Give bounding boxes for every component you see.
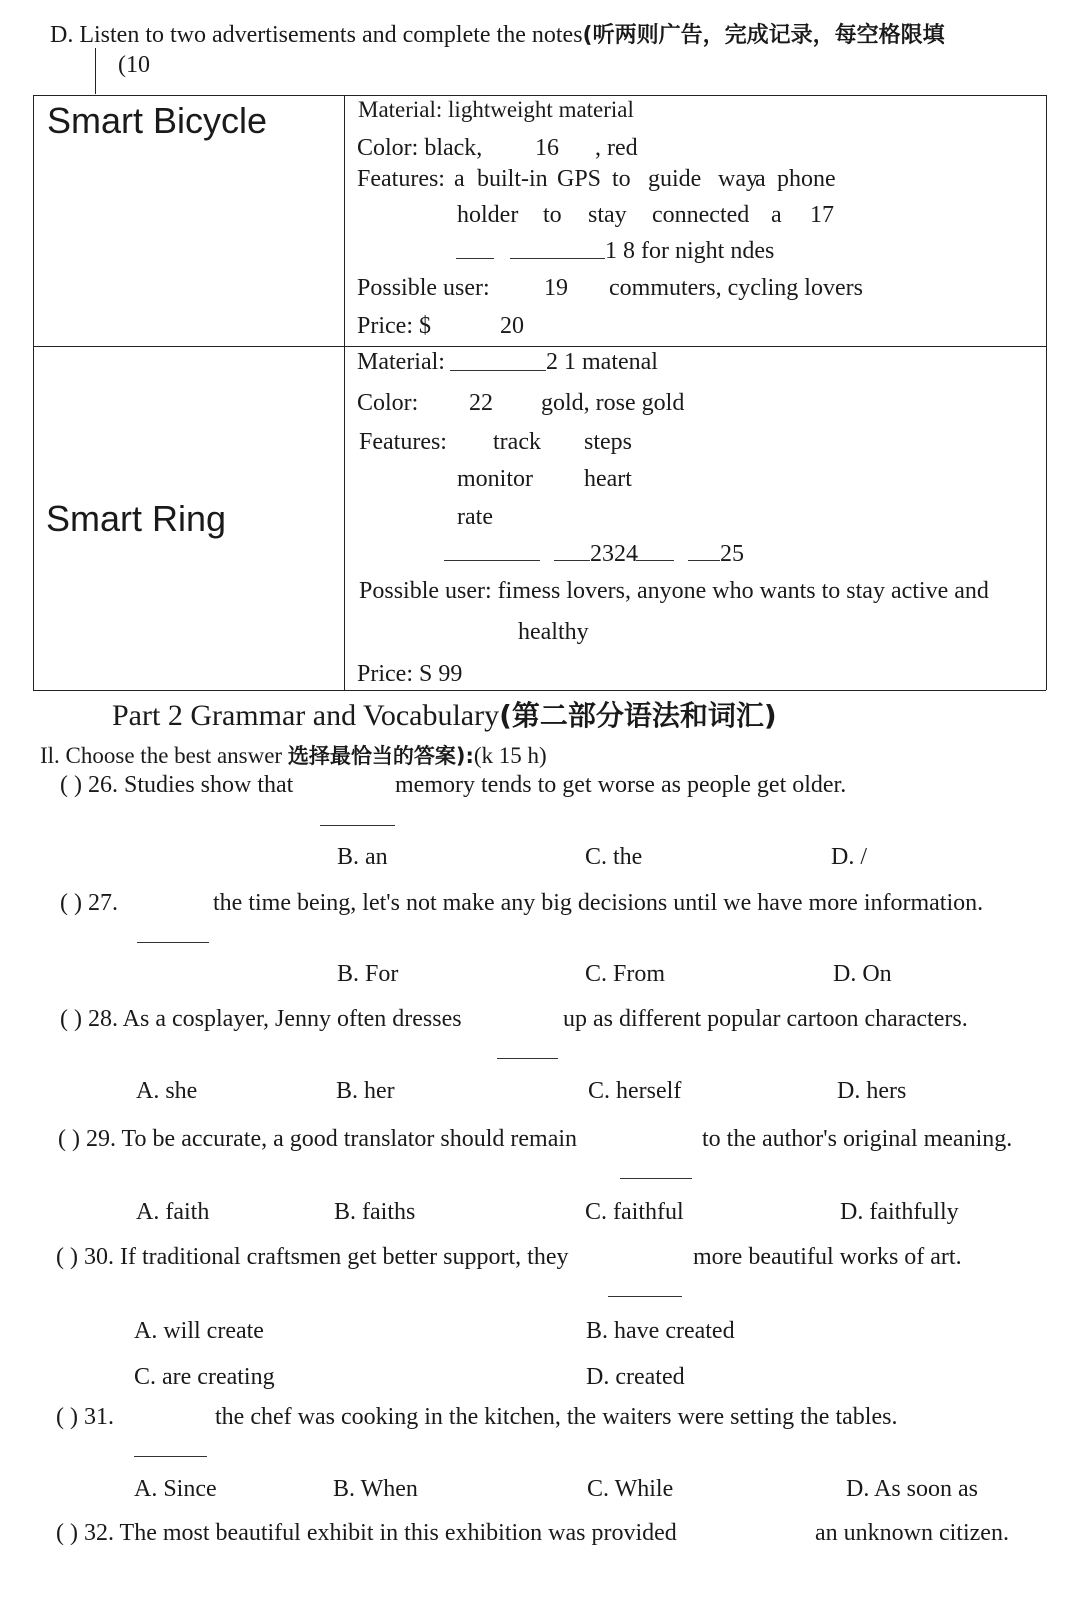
question-31-stem: ( ) 31.: [56, 1404, 114, 1430]
answer-blank: [608, 1296, 682, 1297]
ring-color-label: Color:: [357, 390, 419, 416]
feature-word: monitor: [457, 466, 533, 492]
option: C. the: [585, 844, 643, 870]
option: B. have created: [586, 1318, 735, 1344]
blank-16: 16: [535, 135, 559, 161]
question-28-stem: ( ) 28. As a cosplayer, Jenny often dresses: [60, 1006, 462, 1032]
word: built-in: [477, 166, 548, 192]
answer-blank: [444, 560, 540, 561]
blank-19: 19: [544, 275, 568, 301]
answer-blank: [636, 560, 674, 561]
product-name-ring: Smart Ring: [46, 498, 227, 539]
option: A. will create: [134, 1318, 264, 1344]
word: a: [771, 202, 782, 228]
option: B. faiths: [334, 1199, 416, 1225]
answer-blank: [450, 370, 546, 371]
ring-price: Price: S 99: [357, 661, 463, 687]
word: stay: [588, 202, 627, 228]
ring-material-label: Material:: [357, 349, 445, 375]
option: D. As soon as: [846, 1476, 979, 1502]
option: C. are creating: [134, 1364, 275, 1390]
option: C. From: [585, 961, 666, 987]
section-heading-english: Il. Choose the best answer: [40, 743, 283, 768]
blank-20: 20: [500, 313, 524, 339]
question-29-rest: to the author's original meaning.: [702, 1126, 1013, 1152]
answer-blank: [320, 825, 395, 826]
bicycle-color-label: Color: black,: [357, 135, 483, 161]
option: A. she: [136, 1078, 198, 1104]
option: C. While: [587, 1476, 674, 1502]
question-27-rest: the time being, let's not make any big decisions until we have more information.: [213, 890, 984, 916]
blank-18-line: 1 8 for night ndes: [605, 238, 775, 264]
section-heading-end: (k 15 h): [473, 743, 547, 768]
word: holder: [457, 202, 519, 228]
feature-word: heart: [584, 466, 632, 492]
section-heading-chinese: 选择最恰当的答案):: [287, 744, 474, 768]
feature-word: rate: [457, 504, 493, 530]
word: to: [543, 202, 562, 228]
bicycle-user-label: Possible user:: [357, 275, 490, 301]
part2-title-chinese: (第二部分语法和词汇): [499, 699, 777, 732]
blank-23-24: 2324: [590, 541, 638, 567]
word: to: [612, 166, 631, 192]
answer-blank: [497, 1058, 558, 1059]
word: Features:: [357, 166, 445, 192]
answer-blank: [688, 560, 720, 561]
bicycle-user-end: commuters, cycling lovers: [609, 275, 863, 301]
blank-17: 17: [810, 202, 834, 228]
option: B. For: [337, 961, 399, 987]
word: GPS: [557, 166, 602, 192]
answer-blank: [456, 258, 494, 259]
answer-blank: [137, 942, 209, 943]
ring-features-label: Features:: [359, 429, 447, 455]
option: B. When: [333, 1476, 418, 1502]
word: guide: [648, 166, 702, 192]
feature-word: steps: [584, 429, 632, 455]
question-31-rest: the chef was cooking in the kitchen, the waiters were setting the tables.: [215, 1404, 898, 1430]
instruction-sub: (10: [118, 52, 150, 78]
part2-title: [112, 694, 777, 734]
option: C. herself: [588, 1078, 682, 1104]
question-26-stem: ( ) 26. Studies show that: [60, 772, 294, 798]
question-26-rest: memory tends to get worse as people get older.: [395, 772, 847, 798]
blank-25: 25: [720, 541, 744, 567]
instruction-chinese: (听两则广告，完成记录，每空格限填: [582, 23, 945, 48]
word: a: [755, 166, 766, 192]
margin-rule: [95, 48, 96, 94]
option: D. faithfully: [840, 1199, 959, 1225]
word: phone: [777, 166, 836, 192]
word: way: [718, 166, 758, 192]
word: connected: [652, 202, 750, 228]
question-28-rest: up as different popular cartoon characters.: [563, 1006, 968, 1032]
word: a: [454, 166, 465, 192]
bicycle-price-label: Price: $: [357, 313, 431, 339]
ring-material-end: 2 1 matenal: [546, 349, 658, 375]
section-heading: [40, 740, 547, 770]
option: D. created: [586, 1364, 685, 1390]
option: B. an: [337, 844, 388, 870]
ring-color-end: gold, rose gold: [541, 390, 685, 416]
product-name-bicycle: Smart Bicycle: [47, 100, 268, 141]
question-30-rest: more beautiful works of art.: [693, 1244, 962, 1270]
answer-blank: [134, 1456, 207, 1457]
option: D. On: [833, 961, 892, 987]
question-27-stem: ( ) 27.: [60, 890, 118, 916]
part2-title-english: Part 2 Grammar and Vocabulary: [112, 699, 500, 732]
option: C. faithful: [585, 1199, 684, 1225]
answer-blank: [510, 258, 605, 259]
option: D. hers: [837, 1078, 907, 1104]
option: A. Since: [134, 1476, 217, 1502]
answer-blank: [554, 560, 590, 561]
feature-word: track: [493, 429, 541, 455]
bicycle-material: Material: lightweight material: [358, 97, 634, 122]
option: A. faith: [136, 1199, 210, 1225]
instruction-line: [50, 18, 945, 49]
question-30-stem: ( ) 30. If traditional craftsmen get better support, they: [56, 1244, 569, 1270]
blank-22: 22: [469, 390, 493, 416]
option: D. /: [831, 844, 867, 870]
question-32-stem: ( ) 32. The most beautiful exhibit in this exhibition was provided: [56, 1520, 677, 1546]
question-32-rest: an unknown citizen.: [815, 1520, 1009, 1546]
answer-blank: [620, 1178, 692, 1179]
ring-user-line2: healthy: [518, 619, 589, 645]
instruction-english: D. Listen to two advertisements and complete the notes: [50, 22, 583, 48]
bicycle-color-end: , red: [595, 135, 638, 161]
option: B. her: [336, 1078, 395, 1104]
ring-user-line1: Possible user: fimess lovers, anyone who wants to stay active and: [359, 578, 989, 604]
question-29-stem: ( ) 29. To be accurate, a good translator should remain: [58, 1126, 578, 1152]
